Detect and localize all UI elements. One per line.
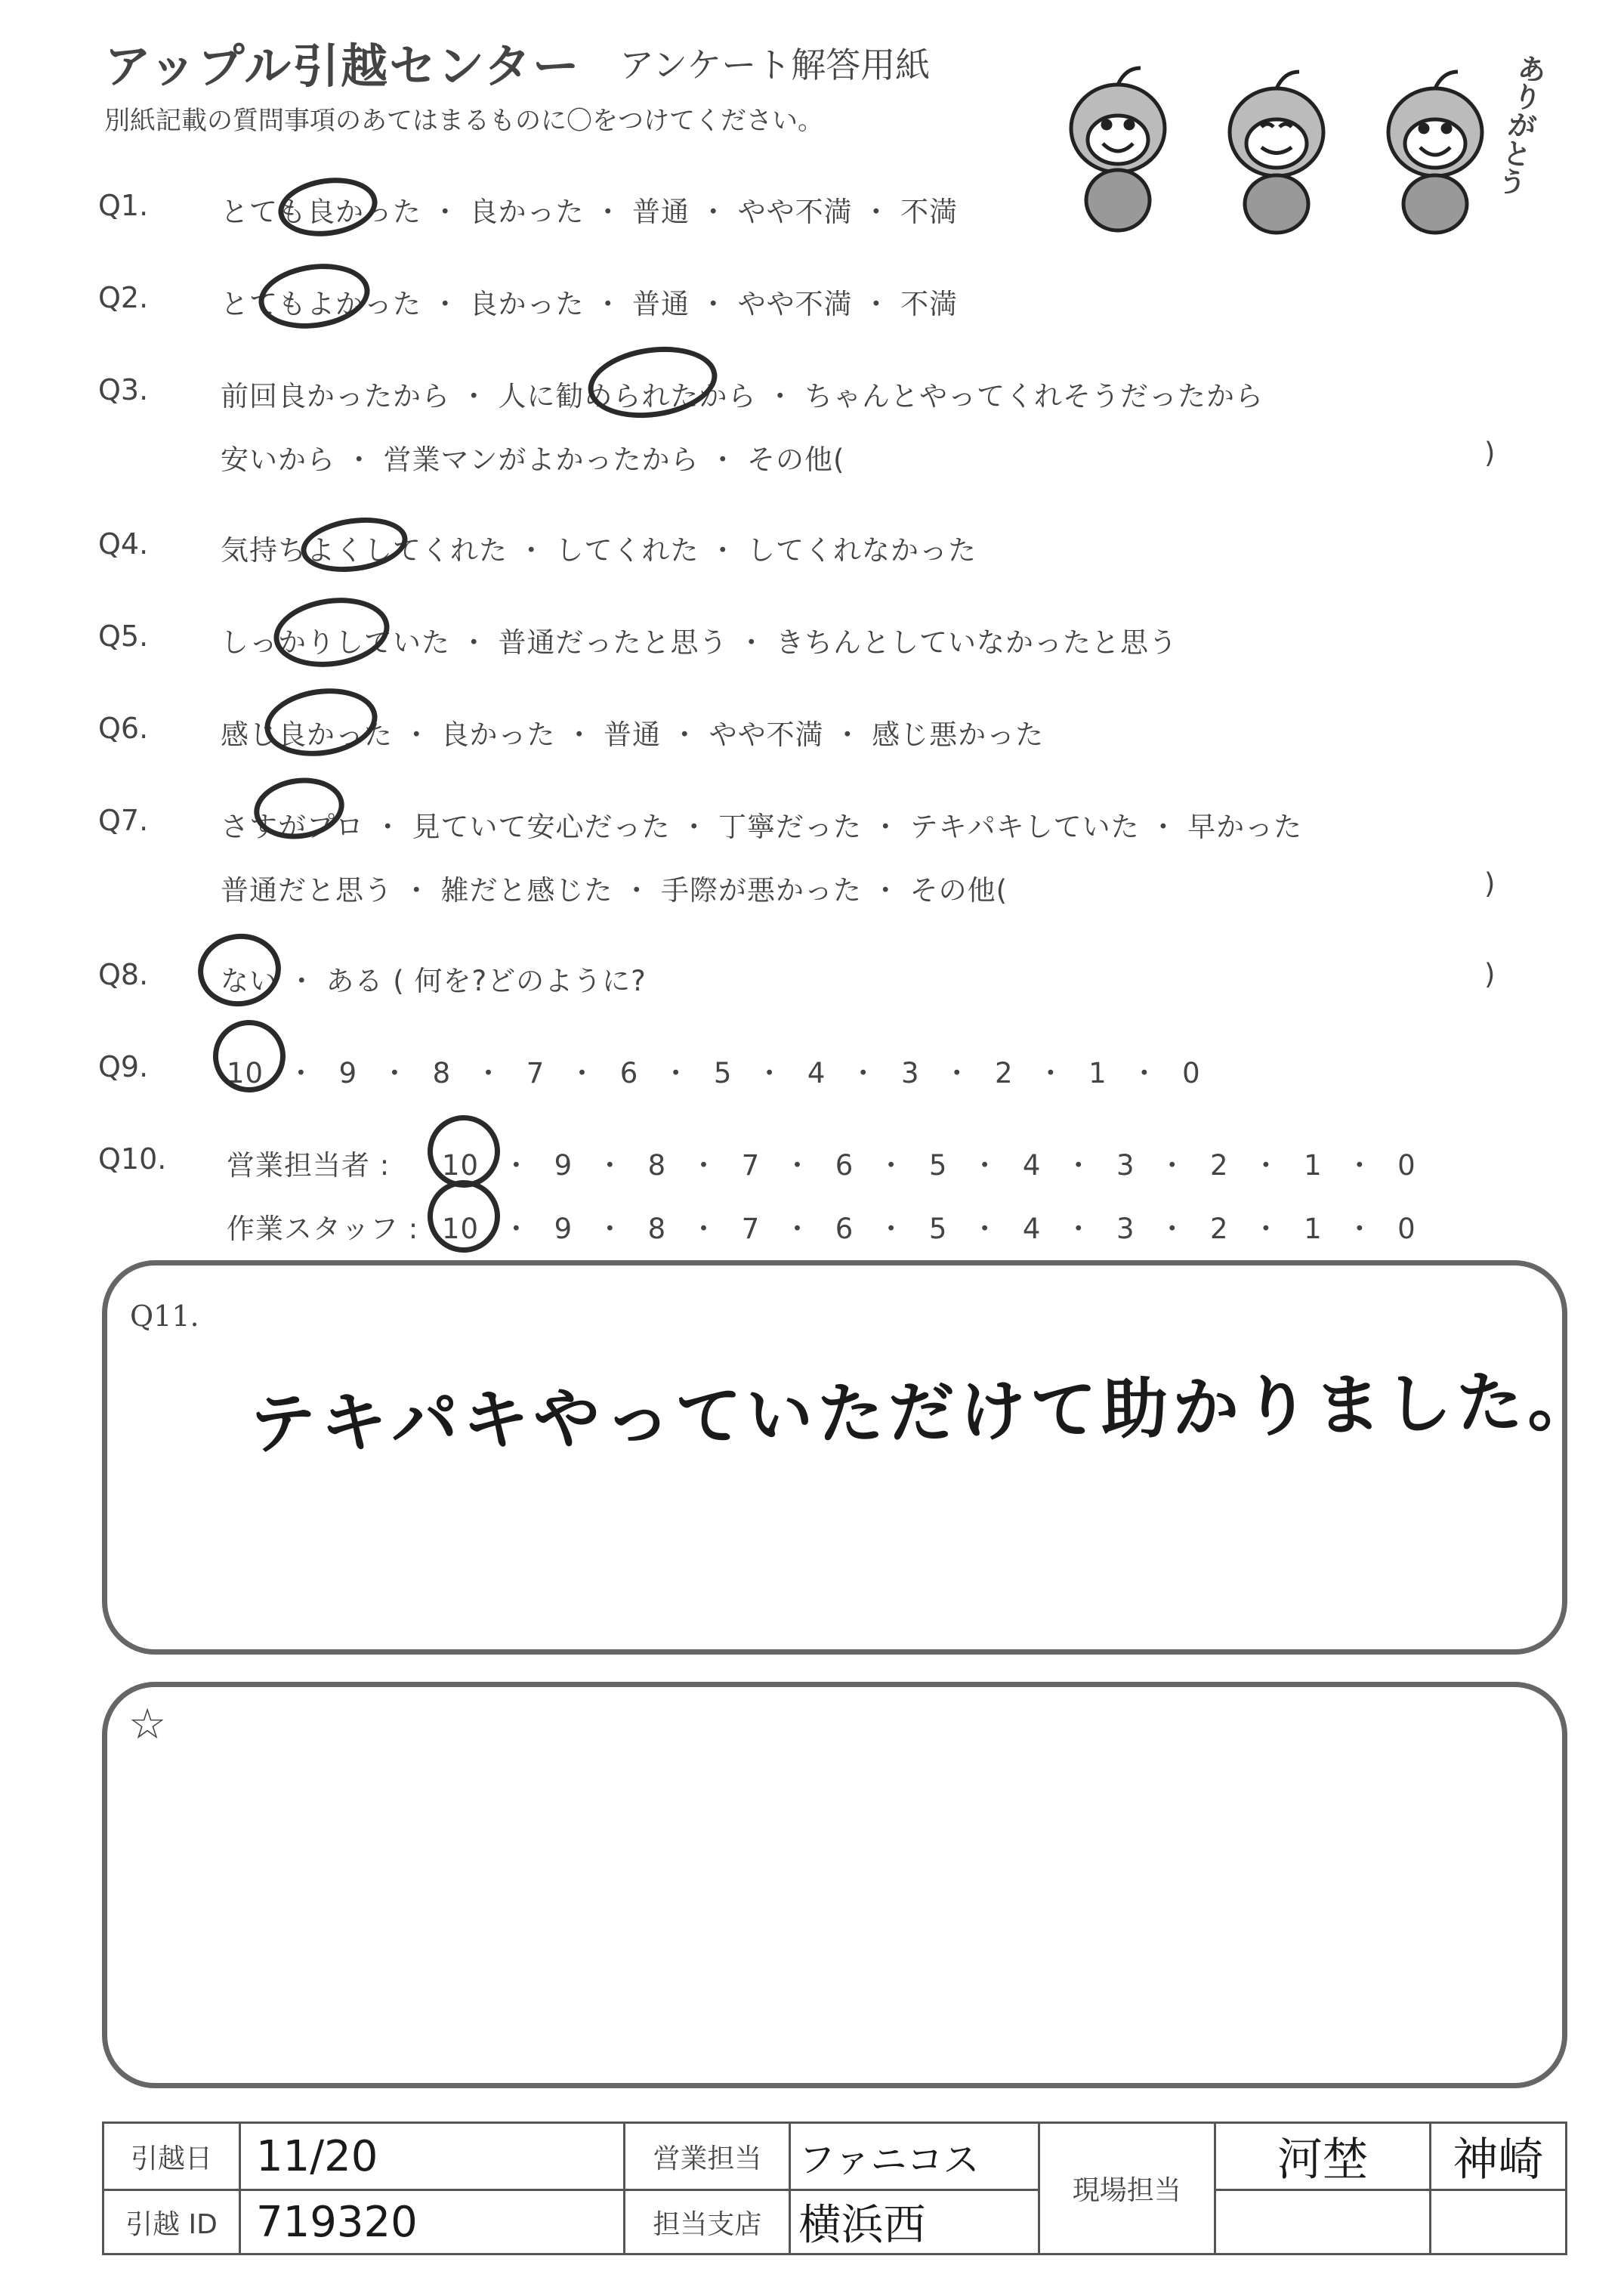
branch-value: 横浜西 [798, 2201, 926, 2250]
sales-rep-cell [790, 2123, 1039, 2190]
q5-label: Q5. [98, 620, 149, 653]
site-staff-empty-cell-2 [1430, 2190, 1566, 2254]
q4-label: Q4. [98, 527, 149, 561]
site-staff-empty-cell-1 [1215, 2190, 1430, 2254]
q3-options-line2: 安いから ・ 営業マンがよかったから ・ その他( [221, 443, 845, 476]
sales-rep-value: ファニコス [798, 2138, 980, 2181]
q3-options-line1: 前回良かったから ・ 人に勧められたから ・ ちゃんとやってくれそうだったから [221, 380, 1264, 413]
sales-rep-label: 営業担当 [625, 2123, 790, 2190]
form-title: アップル引越センター [104, 39, 581, 94]
branch-cell [790, 2190, 1039, 2254]
form-subtitle: アンケート解答用紙 [619, 45, 931, 85]
q2-answer-circle [255, 257, 374, 335]
move-date-cell [240, 2123, 625, 2190]
site-staff-1-value: 河埜 [1277, 2134, 1368, 2186]
q7-options-line1: さすがプロ ・ 見ていて安心だった ・ 丁寧だった ・ テキパキしていた ・ 早かった [221, 811, 1303, 843]
q5-options: しっかりしていた ・ 普通だったと思う ・ きちんとしていなかったと思う [221, 626, 1178, 659]
q10-staff-scale: 10 ・ 9 ・ 8 ・ 7 ・ 6 ・ 5 ・ 4 ・ 3 ・ 2 ・ 1 ・ 0 [442, 1213, 1416, 1245]
q1-answer-circle [274, 172, 381, 243]
move-id-label: 引越 ID [103, 2190, 240, 2254]
site-staff-2-cell [1430, 2123, 1566, 2190]
q10-staff-label: 作業スタッフ : [227, 1213, 419, 1245]
q9-label: Q9. [98, 1050, 149, 1083]
q7-options-line2: 普通だと思う ・ 雑だと感じた ・ 手際が悪かった ・ その他( [221, 874, 1008, 907]
q2-options: とてもよかった ・ 良かった ・ 普通 ・ やや不満 ・ 不満 [221, 288, 959, 320]
q5-answer-circle [269, 591, 394, 675]
q4-answer-circle [298, 511, 411, 578]
q8-label: Q8. [98, 958, 149, 991]
q7-label: Q7. [98, 804, 149, 837]
branch-label: 担当支店 [625, 2190, 790, 2254]
q8-options: ない ・ ある ( 何を?どのように? [221, 965, 647, 997]
q10-sales-label: 営業担当者 : [227, 1149, 391, 1182]
form-instruction: 別紙記載の質問事項のあてはまるものに〇をつけてください。 [104, 106, 823, 136]
q1-label: Q1. [98, 189, 149, 222]
move-id-cell [240, 2190, 625, 2254]
site-staff-label: 現場担当 [1039, 2123, 1215, 2254]
notes-box [102, 1682, 1567, 2088]
q7-other-close: ) [1484, 867, 1496, 900]
q8-other-close: ) [1484, 958, 1496, 990]
q2-label: Q2. [98, 281, 149, 314]
site-staff-2-value: 神崎 [1453, 2134, 1544, 2186]
star-icon: ☆ [128, 1700, 167, 1749]
site-staff-1-cell [1215, 2123, 1430, 2190]
q6-options: 感じ良かった ・ 良かった ・ 普通 ・ やや不満 ・ 感じ悪かった [221, 718, 1045, 751]
move-date-label: 引越日 [103, 2123, 240, 2190]
q1-options: とても良かった ・ 良かった ・ 普通 ・ やや不満 ・ 不満 [221, 196, 959, 228]
q10-sales-scale: 10 ・ 9 ・ 8 ・ 7 ・ 6 ・ 5 ・ 4 ・ 3 ・ 2 ・ 1 ・ 0 [442, 1149, 1416, 1182]
thanks-text: ありがとう [1490, 51, 1549, 199]
move-info-table [102, 2121, 1567, 2255]
q6-label: Q6. [98, 712, 149, 745]
move-id-value: 719320 [256, 2197, 418, 2247]
q8-answer-circle [193, 929, 286, 1012]
move-date-value: 11/20 [256, 2131, 378, 2181]
q10-label: Q10. [98, 1142, 167, 1176]
q11-label: Q11. [130, 1299, 199, 1333]
monkey-mascots-illustration [1050, 45, 1533, 242]
q4-options: 気持ちよくしてくれた ・ してくれた ・ してくれなかった [221, 534, 977, 567]
q3-label: Q3. [98, 373, 149, 406]
q9-scale: 10 ・ 9 ・ 8 ・ 7 ・ 6 ・ 5 ・ 4 ・ 3 ・ 2 ・ 1 ・ 0 [227, 1057, 1201, 1089]
q3-other-close: ) [1484, 437, 1496, 469]
q11-handwritten-comment: テキパキやっていただけて助かりました。 [249, 1361, 1599, 1463]
